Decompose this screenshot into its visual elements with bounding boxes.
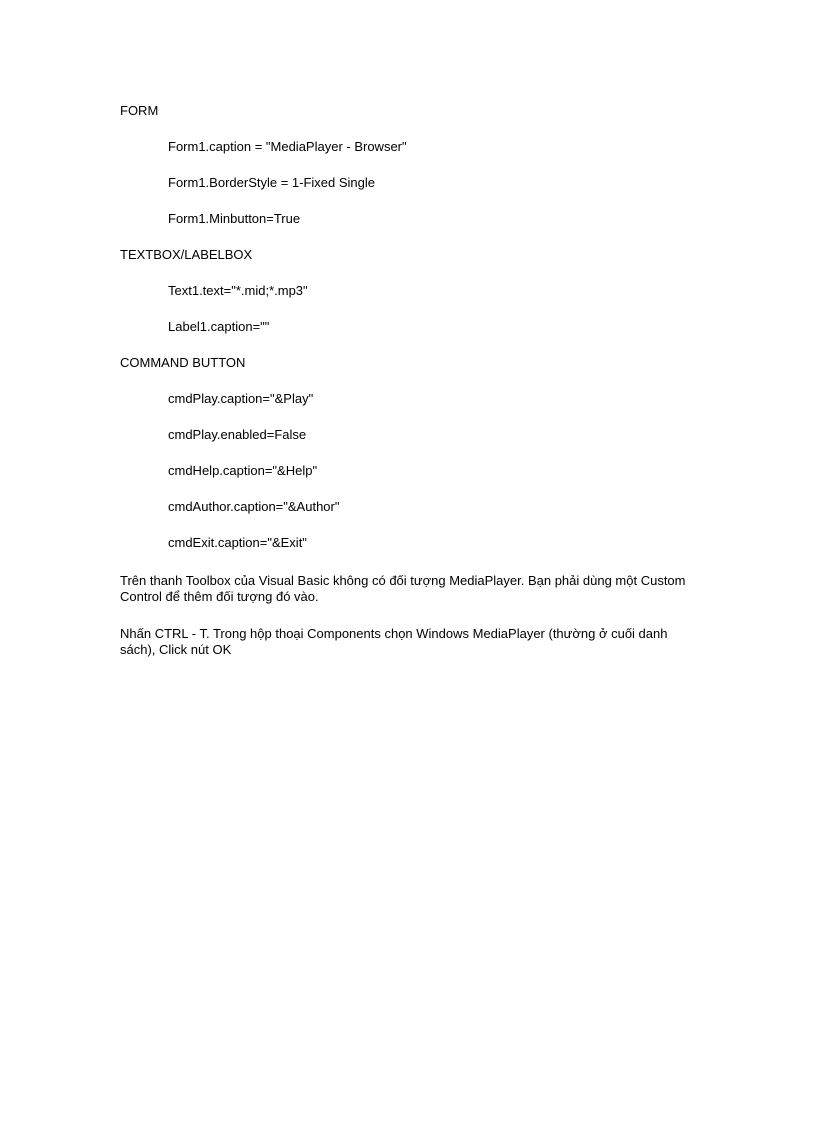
section-heading-textbox: TEXTBOX/LABELBOX xyxy=(120,247,253,262)
cmdhelp-property-caption: cmdHelp.caption="&Help" xyxy=(168,463,318,478)
textbox-property-text: Text1.text="*.mid;*.mp3" xyxy=(168,283,308,298)
cmdexit-property-caption: cmdExit.caption="&Exit" xyxy=(168,535,307,550)
form-property-caption: Form1.caption = "MediaPlayer - Browser" xyxy=(168,139,407,154)
cmdauthor-property-caption: cmdAuthor.caption="&Author" xyxy=(168,499,340,514)
paragraph-ctrl-t-instruction: Nhấn CTRL - T. Trong hộp thoại Components chọn Windows MediaPlayer (thường ở cuối danh sách), Click nút OK xyxy=(120,626,668,657)
section-heading-command-button: COMMAND BUTTON xyxy=(120,355,246,370)
paragraph-toolbox-note: Trên thanh Toolbox của Visual Basic không có đối tượng MediaPlayer. Bạn phải dùng một Custom Control để thêm đối tượng đó vào. xyxy=(120,573,686,604)
cmdplay-property-caption: cmdPlay.caption="&Play" xyxy=(168,391,314,406)
form-property-borderstyle: Form1.BorderStyle = 1-Fixed Single xyxy=(168,175,376,190)
section-heading-form: FORM xyxy=(120,103,159,118)
label-property-caption: Label1.caption="" xyxy=(168,319,270,334)
form-property-minbutton: Form1.Minbutton=True xyxy=(168,211,301,226)
cmdplay-property-enabled: cmdPlay.enabled=False xyxy=(168,427,307,442)
